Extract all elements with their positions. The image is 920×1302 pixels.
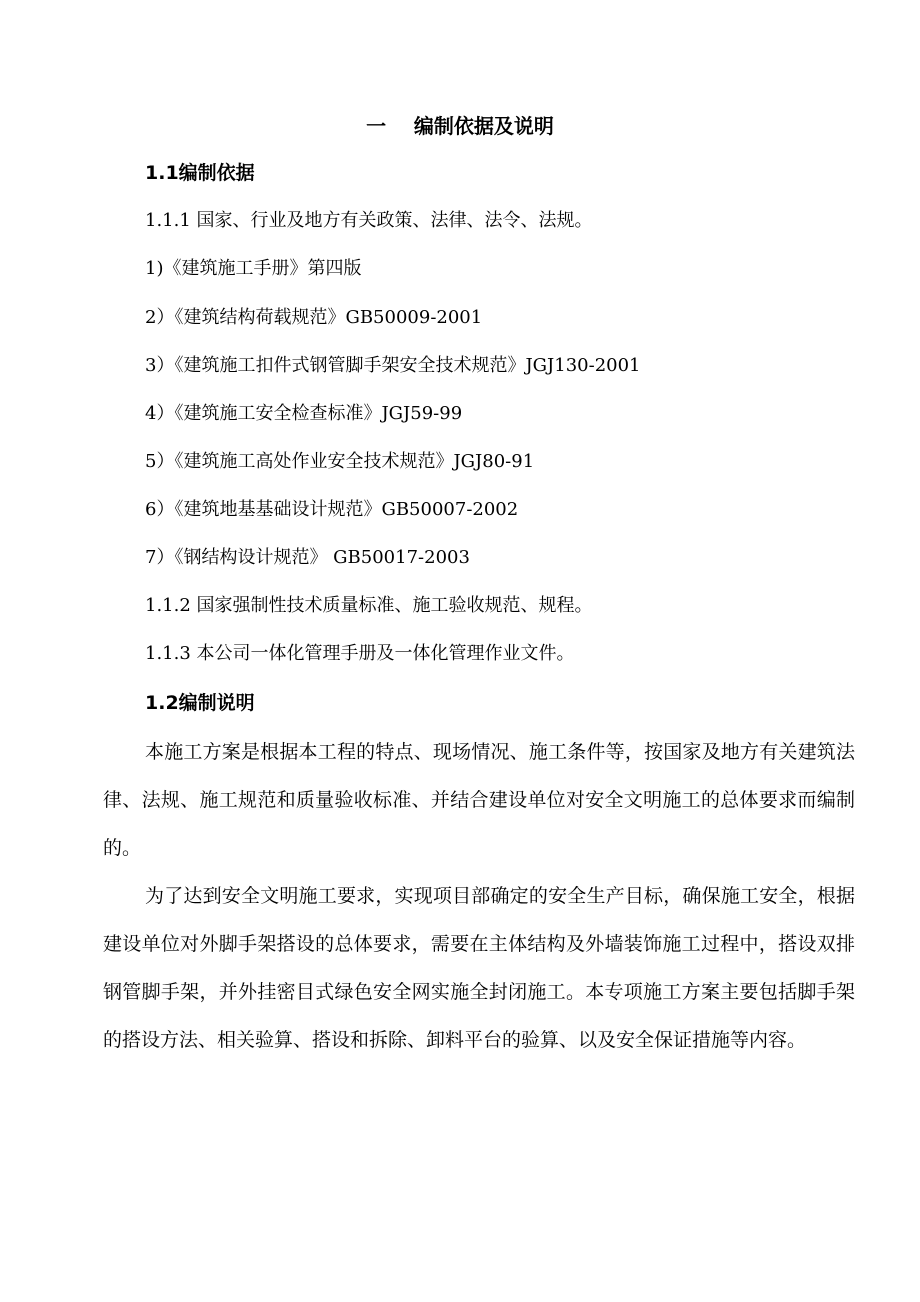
item-1-1-1: 1.1.1 国家、行业及地方有关政策、法律、法令、法规。 xyxy=(145,210,593,231)
reference-item: 1)《建筑施工手册》第四版 xyxy=(145,258,362,279)
paragraph-2: 为了达到安全文明施工要求，实现项目部确定的安全生产目标，确保施工安全，根据建设单位对外脚手架搭设的总体要求，需要在主体结构及外墙装饰施工过程中，搭设双排钢管脚手架，并外挂密目式绿色安全网实施全封闭施工。本专项施工方案主要包括脚手架的搭设方法、相关验算、搭设和拆除、卸料平台的验算、以及安全保证措施等内容。 xyxy=(103,885,855,1051)
reference-item: 6）《建筑地基基础设计规范》GB50007-2002 xyxy=(145,499,519,520)
paragraph-1: 本施工方案是根据本工程的特点、现场情况、施工条件等，按国家及地方有关建筑法律、法规、施工规范和质量验收标准、并结合建设单位对安全文明施工的总体要求而编制的。 xyxy=(103,741,855,859)
section-heading-1-2: 1.2编制说明 xyxy=(145,692,255,714)
document-title: 一 编制依据及说明 xyxy=(366,114,554,138)
reference-item: 2）《建筑结构荷载规范》GB50009-2001 xyxy=(145,307,483,328)
reference-item: 5）《建筑施工高处作业安全技术规范》JGJ80-91 xyxy=(145,451,535,472)
item-1-1-2: 1.1.2 国家强制性技术质量标准、施工验收规范、规程。 xyxy=(145,595,593,616)
reference-item: 3）《建筑施工扣件式钢管脚手架安全技术规范》JGJ130-2001 xyxy=(145,355,641,376)
item-1-1-3: 1.1.3 本公司一体化管理手册及一体化管理作业文件。 xyxy=(145,643,575,664)
section-heading-1-1: 1.1编制依据 xyxy=(145,162,255,184)
reference-item: 4）《建筑施工安全检查标准》JGJ59-99 xyxy=(145,403,463,424)
reference-item: 7）《钢结构设计规范》 GB50017-2003 xyxy=(145,547,470,568)
